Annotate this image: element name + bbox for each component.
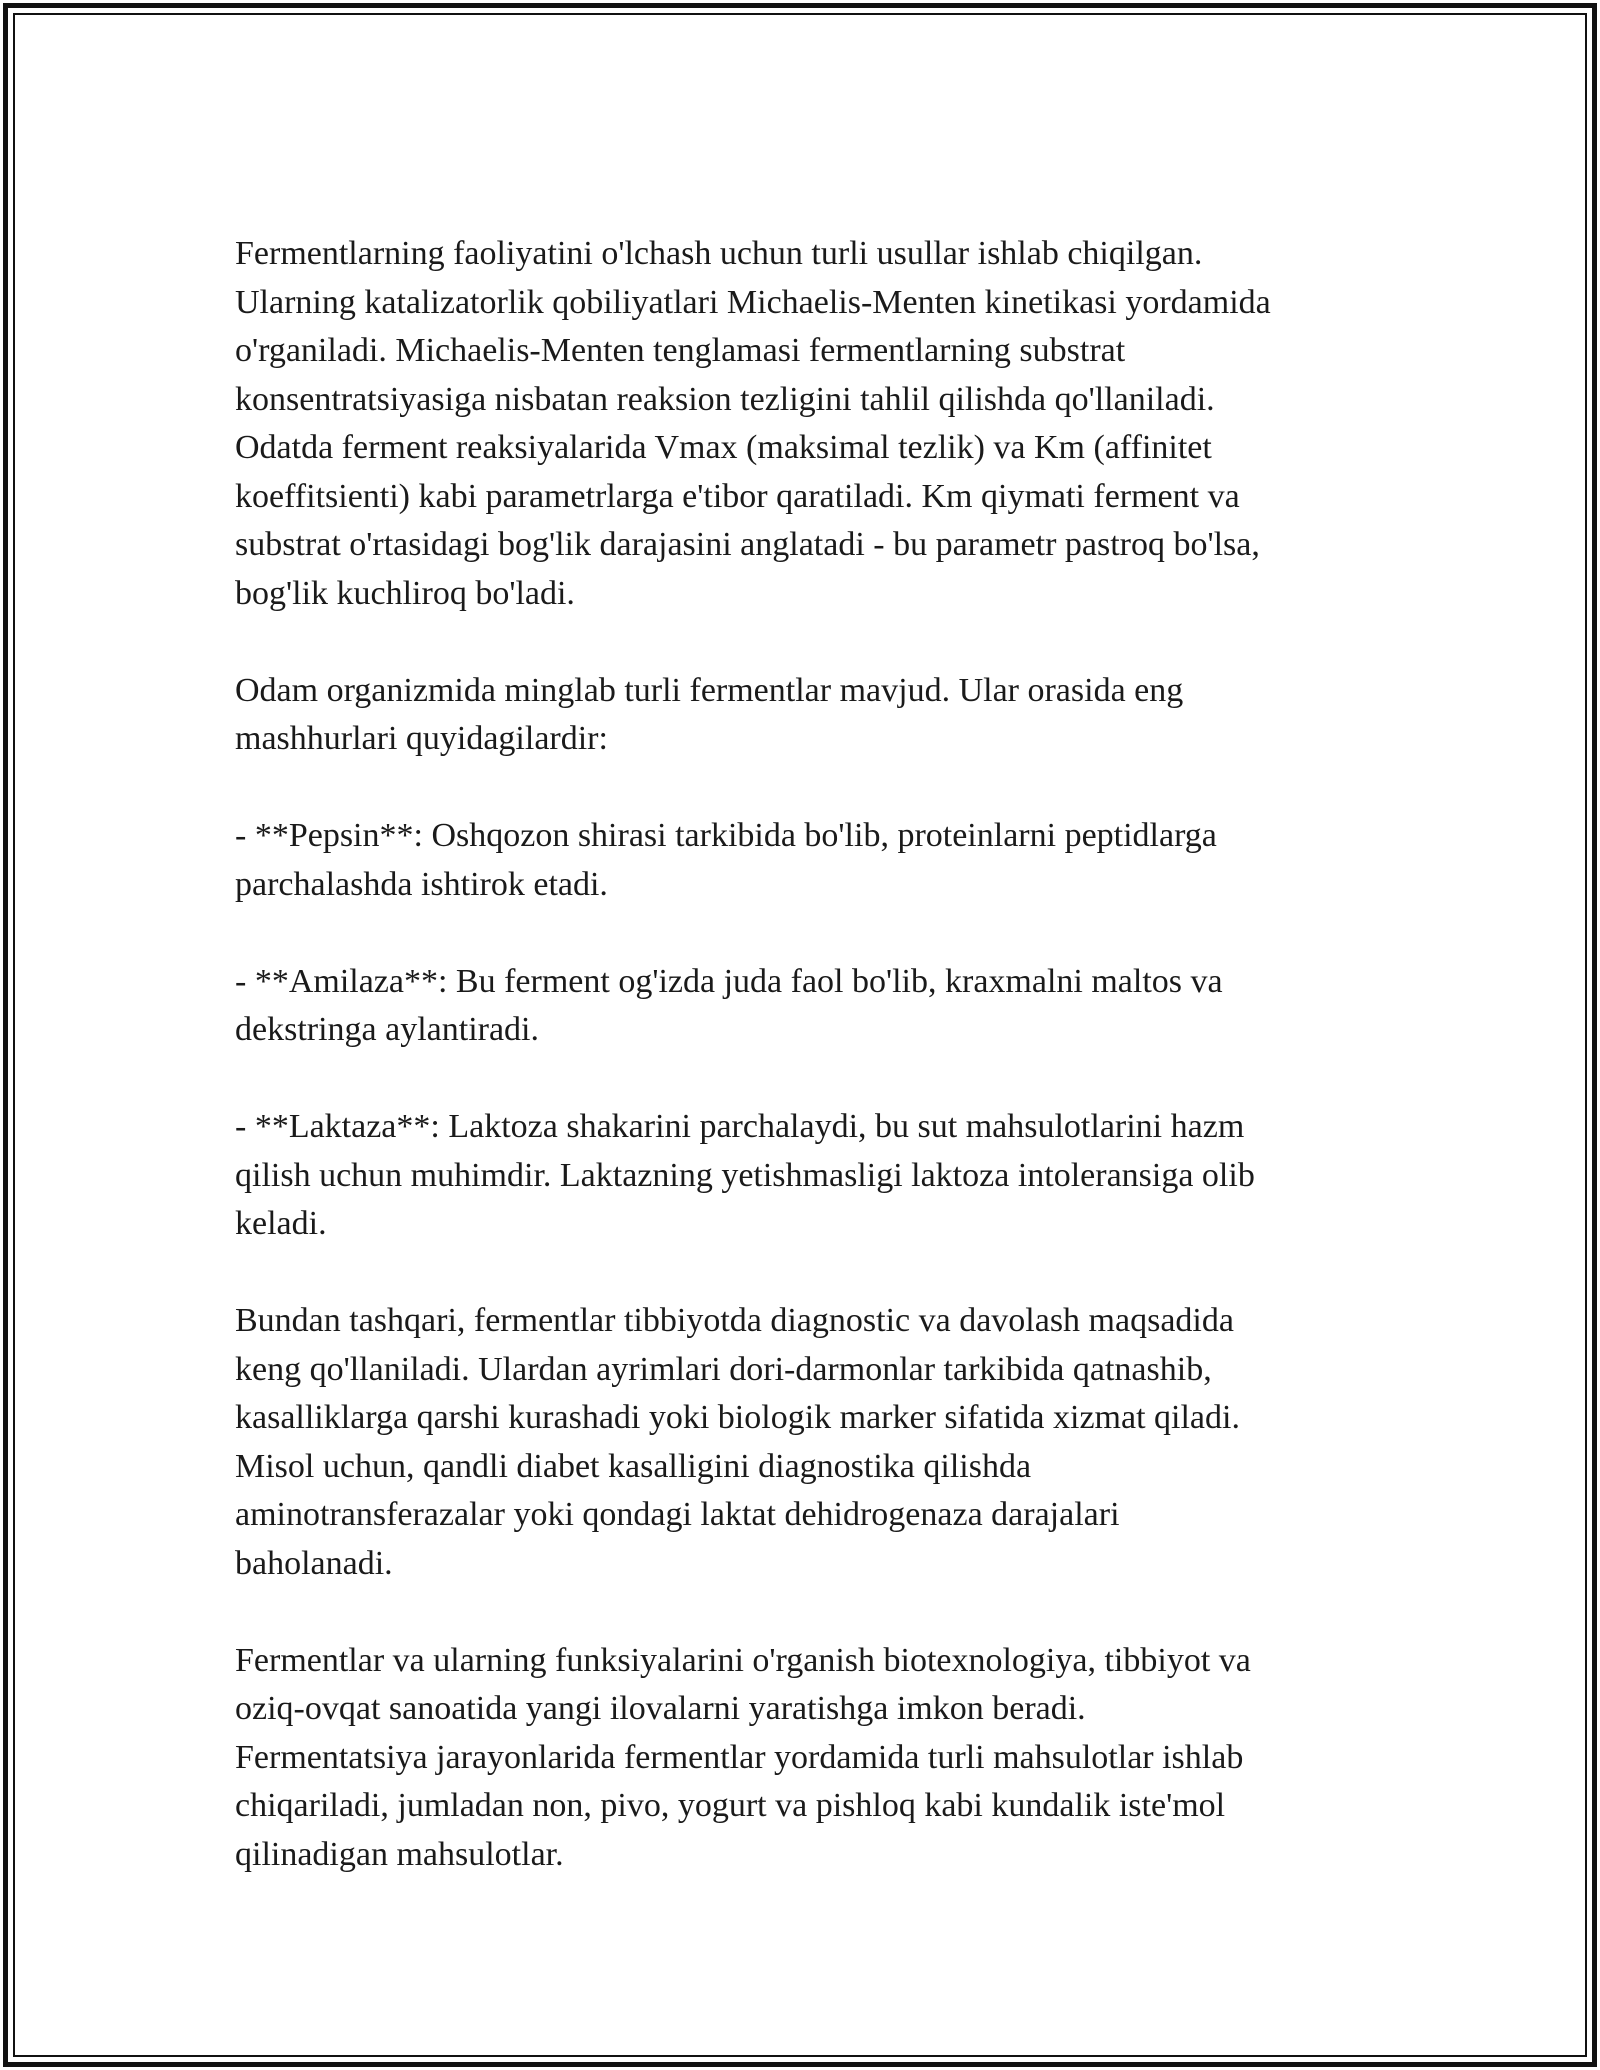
list-item-amilaza: - **Amilaza**: Bu ferment og'izda juda faol bo'lib, kraxmalni maltos va dekstringa aylantiradi. xyxy=(235,962,1223,1048)
document-body xyxy=(235,230,1375,1928)
list-item-laktaza: - **Laktaza**: Laktoza shakarini parchalaydi, bu sut mahsulotlarini hazm qilish uchun muhimdir. Laktazning yetishmasligi laktoza intoleransiga olib keladi. xyxy=(235,1108,1255,1242)
paragraph-medical-use: Bundan tashqari, fermentlar tibbiyotda diagnostic va davolash maqsadida keng qo'llaniladi. Ulardan ayrimlari dori-darmonlar tarkibida qatnashib, kasalliklarga qarshi kurashadi yoki biologik marker sifatida xizmat qiladi. Misol uchun, qandli diabet kasalligini diagnostika qilishda aminotransferazalar yoki qondagi laktat dehidrogenaza darajalari baholanadi. xyxy=(235,1302,1240,1582)
paragraph-biotech-use: Fermentlar va ularning funksiyalarini o'rganish biotexnologiya, tibbiyot va oziq-ovqat sanoatida yangi ilovalarni yaratishga imkon beradi. Fermentatsiya jarayonlarida fermentlar yordamida turli mahsulotlar ishlab chiqariladi, jumladan non, pivo, yogurt va pishloq kabi kundalik iste'mol qilinadigan mahsulotlar. xyxy=(235,1641,1251,1873)
paragraph-enzymes-intro: Odam organizmida minglab turli fermentlar mavjud. Ular orasida eng mashhurlari quyidagilardir: xyxy=(235,671,1184,757)
paragraph-enzyme-kinetics: Fermentlarning faoliyatini o'lchash uchun turli usullar ishlab chiqilgan. Ularning katalizatorlik qobiliyatlari Michaelis-Menten kinetikasi yordamida o'rganiladi. Michaelis-Menten tenglamasi fermentlarning substrat konsentratsiyasiga nisbatan reaksion tezligini tahlil qilishda qo'llaniladi. Odatda ferment reaksiyalarida Vmax (maksimal tezlik) va Km (affinitet koeffitsienti) kabi parametrlarga e'tibor qaratiladi. Km qiymati ferment va substrat o'rtasidagi bog'lik darajasini anglatadi - bu parametr pastroq bo'lsa, bog'lik kuchliroq bo'ladi. xyxy=(235,235,1271,612)
list-item-pepsin: - **Pepsin**: Oshqozon shirasi tarkibida bo'lib, proteinlarni peptidlarga parchalashda ishtirok etadi. xyxy=(235,817,1217,903)
